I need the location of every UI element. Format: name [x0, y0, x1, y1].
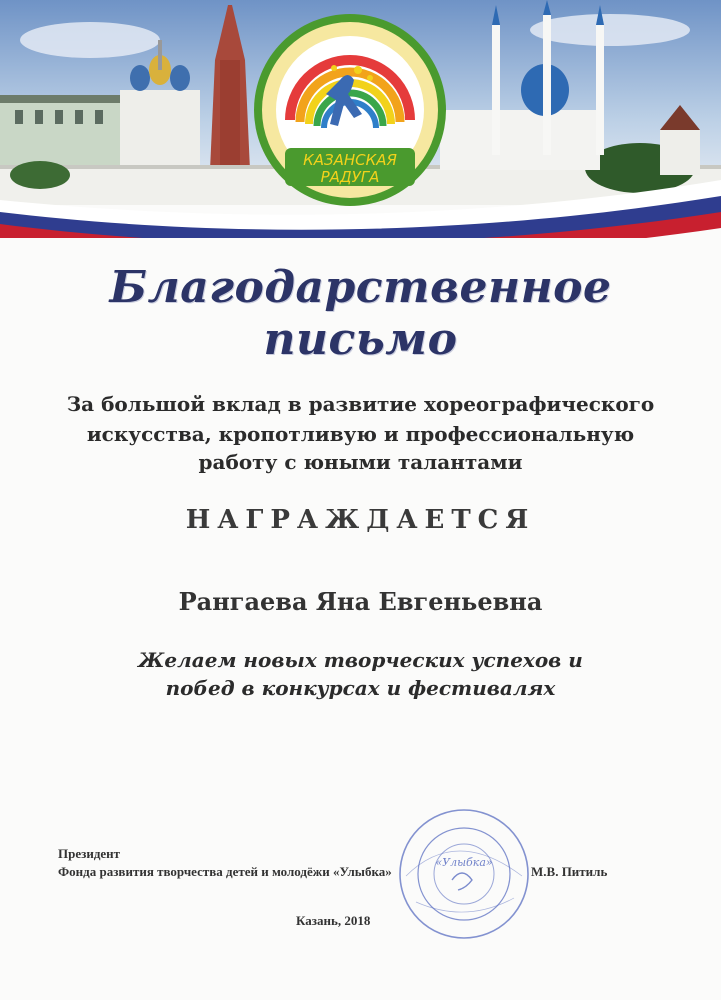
signer-organization: Фонда развития творчества детей и молодёжи «Улыбка» [58, 864, 392, 879]
wish-line: Желаем новых творческих успехов и [138, 648, 583, 672]
organization-stamp [396, 806, 532, 942]
header-banner [0, 0, 721, 260]
city-year: Казань, 2018 [296, 913, 371, 928]
recipient-name: Рангаева Яна Евгеньевна [178, 587, 543, 616]
logo-title-line1: КАЗАНСКАЯ [303, 151, 397, 169]
signer-position: Президент [58, 846, 121, 861]
logo-title-line2: РАДУГА [320, 168, 380, 186]
reason-line: работу с юными талантами [198, 450, 523, 474]
title-line2: письмо [263, 314, 458, 365]
title-line1: Благодарственное [109, 262, 612, 313]
stamp-center-text: «Улыбка» [435, 856, 493, 869]
awarded-label: НАГРАЖДАЕТСЯ [185, 505, 536, 535]
reason-line: За большой вклад в развитие хореографического [66, 392, 655, 416]
wish-line: побед в конкурсах и фестивалях [165, 676, 556, 700]
kazan-rainbow-logo [250, 10, 450, 210]
reason-line: искусства, кропотливую и профессиональную [86, 422, 635, 446]
signer-name: М.В. Питиль [531, 864, 608, 879]
